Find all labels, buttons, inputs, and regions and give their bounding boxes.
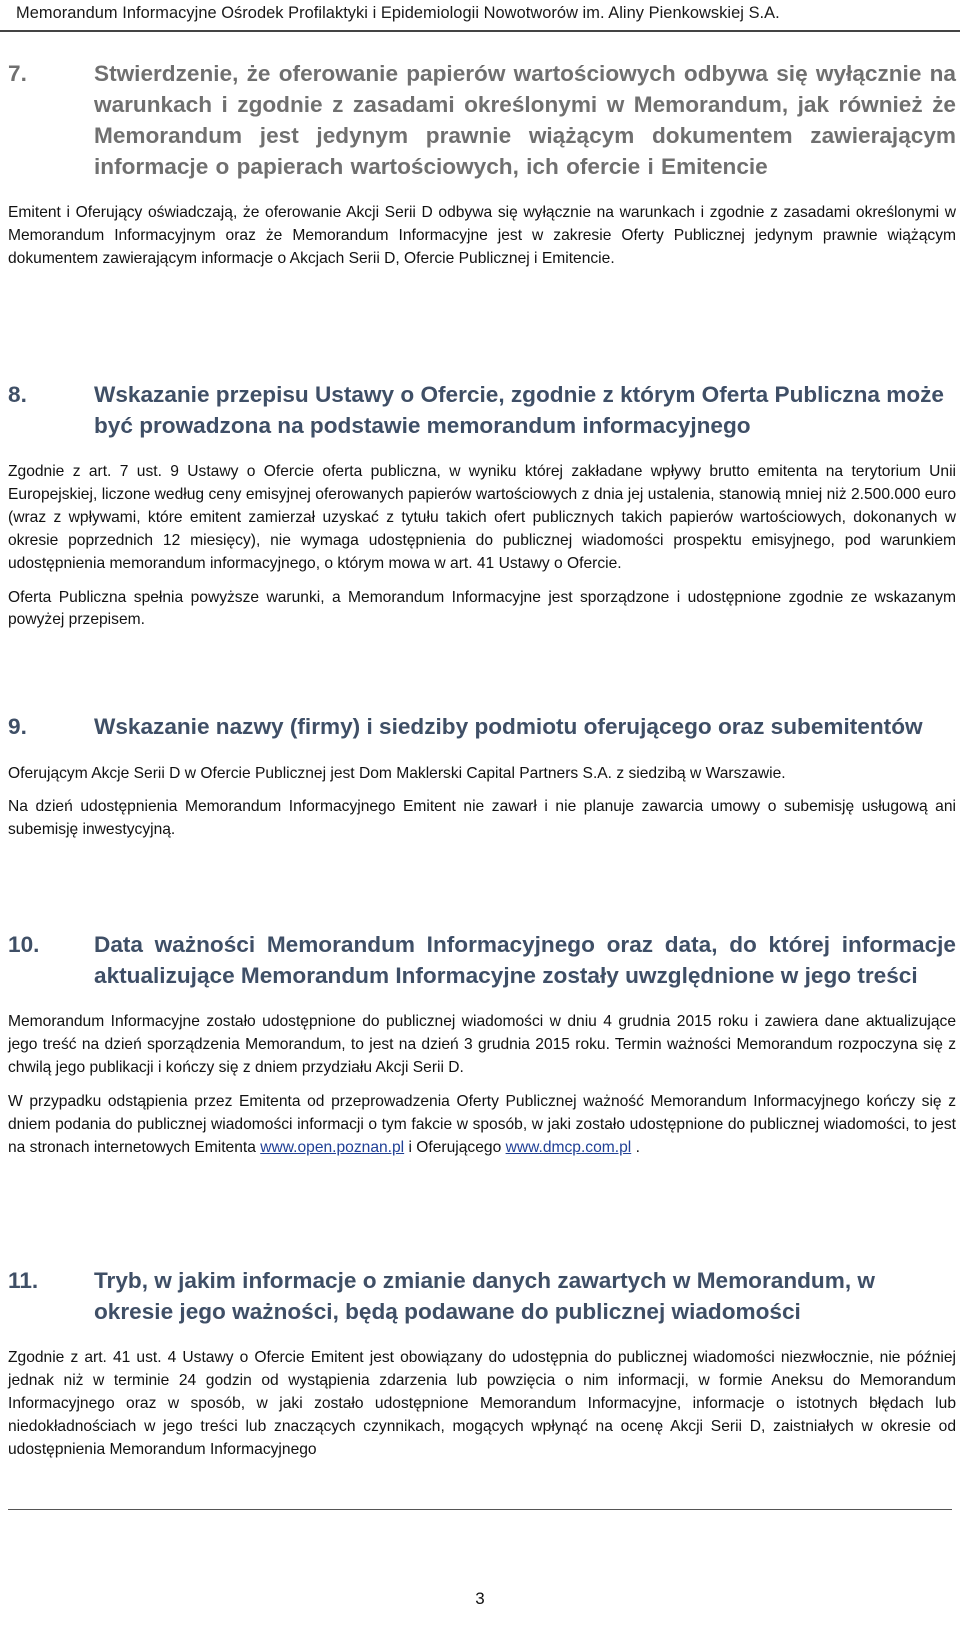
section-10 [8, 930, 956, 1159]
section-number: 9. [8, 714, 27, 739]
section-8 [8, 380, 956, 632]
section-paragraph [8, 1091, 956, 1160]
paragraph-text: W przypadku odstąpienia przez Emitenta od przeprowadzenia Oferty Publicznej ważność Memorandum Informacyjnego kończy się z dniem podania do publicznej wiadomości informacji o tym fakcie w sposób, w jaki zostało udostępnione do publicznej wiadomości, to jest na stronach internetowych Emitenta [8, 1092, 956, 1156]
running-header: Memorandum Informacyjne Ośrodek Profilaktyki i Epidemiologii Nowotworów im. Aliny Pienkowskiej S.A. [16, 4, 780, 22]
section-number: 11. [8, 1268, 39, 1293]
section-9 [8, 712, 956, 842]
section-heading [8, 1266, 956, 1327]
section-paragraph: Oferta Publiczna spełnia powyższe warunki, a Memorandum Informacyjne jest sporządzone i udostępnione zgodnie ze wskazanym powyżej przepisem. [8, 588, 956, 629]
section-number: 10. [8, 932, 40, 957]
section-title: Tryb, w jakim informacje o zmianie danych zawartych w Memorandum, w okresie jego ważności, będą podawane do publicznej wiadomości [94, 1268, 875, 1324]
section-title: Wskazanie nazwy (firmy) i siedziby podmiotu oferującego oraz subemitentów [94, 714, 923, 739]
section-heading [8, 930, 956, 991]
section-paragraph: Na dzień udostępnienia Memorandum Informacyjnego Emitent nie zawarł i nie planuje zawarcia umowy o subemisję usługową ani subemisję inwestycyjną. [8, 798, 956, 839]
header-divider [0, 30, 960, 32]
section-paragraph: Zgodnie z art. 41 ust. 4 Ustawy o Ofercie Emitent jest obowiązany do udostępnia do publicznej wiadomości niezwłocznie, nie później jednak niż w terminie 24 godzin od wystąpienia zdarzenia lub powzięcia o nim informacji, w formie Aneksu do Memorandum Informacyjnego oraz w sposób, w jaki zostało udostępnione Memorandum Informacyjne, informacje o istotnych błędach lub niedokładnościach w jego treści lub znaczących czynnikach, mogących wpłynąć na ocenę Akcji Serii D, zaistniałych w okresie od udostępnienia Memorandum Informacyjnego [8, 1349, 956, 1458]
section-paragraph: Memorandum Informacyjne zostało udostępnione do publicznej wiadomości w dniu 4 grudnia 2015 roku i zawiera dane aktualizujące jego treść na dzień sporządzenia Memorandum, to jest na dzień 3 grudnia 2015 roku. Termin ważności Memorandum rozpoczyna się z chwilą jego publikacji i kończy się z dniem przydziału Akcji Serii D. [8, 1013, 956, 1076]
section-number: 7. [8, 61, 27, 86]
section-heading [8, 380, 956, 441]
page-number: 3 [475, 1589, 485, 1608]
section-heading [8, 712, 956, 743]
section-paragraph: Zgodnie z art. 7 ust. 9 Ustawy o Ofercie oferta publiczna, w wyniku której zakładane wpływy brutto emitenta na terytorium Unii Europejskiej, liczone według ceny emisyjnej oferowanych papierów wartościowych z dnia jej ustalenia, stanowią mniej niż 2.500.000 euro (wraz z wpływami, które emitent zamierzał uzyskać z tytułu takich ofert publicznych takich papierów wartościowych, dokonanych w okresie poprzednich 12 miesięcy), nie wymaga udostępnienia do publicznej wiadomości prospektu emisyjnego, pod warunkiem udostępnienia memorandum informacyjnego, o którym mowa w art. 41 Ustawy o Ofercie. [8, 463, 956, 572]
section-7 [8, 58, 956, 271]
section-title: Stwierdzenie, że oferowanie papierów wartościowych odbywa się wyłącznie na warunkach i zgodnie z zasadami określonymi w Memorandum, jak również że Memorandum jest jedynym prawnie wiążącym dokumentem zawierającym informacje o papierach wartościowych, ich ofercie i Emitencie [94, 61, 956, 179]
section-paragraph: Oferującym Akcje Serii D w Ofercie Publicznej jest Dom Maklerski Capital Partners S.A. z siedzibą w Warszawie. [8, 764, 786, 782]
section-heading [8, 58, 956, 182]
paragraph-text: i Oferującego [404, 1138, 506, 1156]
section-11 [8, 1266, 956, 1462]
section-paragraph: Emitent i Oferujący oświadczają, że oferowanie Akcji Serii D odbywa się wyłącznie na warunkach i zgodnie z zasadami określonymi w Memorandum Informacyjnym oraz że Memorandum Informacyjne jest w zakresie Oferty Publicznej jedynym prawnie wiążącym dokumentem zawierającym informacje o Akcjach Serii D, Ofercie Publicznej i Emitencie. [8, 204, 956, 267]
footer-divider [8, 1509, 952, 1510]
emitent-website-link[interactable]: www.open.poznan.pl [260, 1138, 405, 1156]
oferujacy-website-link[interactable]: www.dmcp.com.pl [505, 1138, 632, 1156]
paragraph-text: . [631, 1138, 640, 1156]
section-title: Data ważności Memorandum Informacyjnego oraz data, do której informacje aktualizujące Memorandum Informacyjne zostały uwzględnione w jego treści [94, 932, 956, 988]
section-number: 8. [8, 382, 27, 407]
section-title: Wskazanie przepisu Ustawy o Ofercie, zgodnie z którym Oferta Publiczna może być prowadzona na podstawie memorandum informacyjnego [94, 382, 944, 438]
